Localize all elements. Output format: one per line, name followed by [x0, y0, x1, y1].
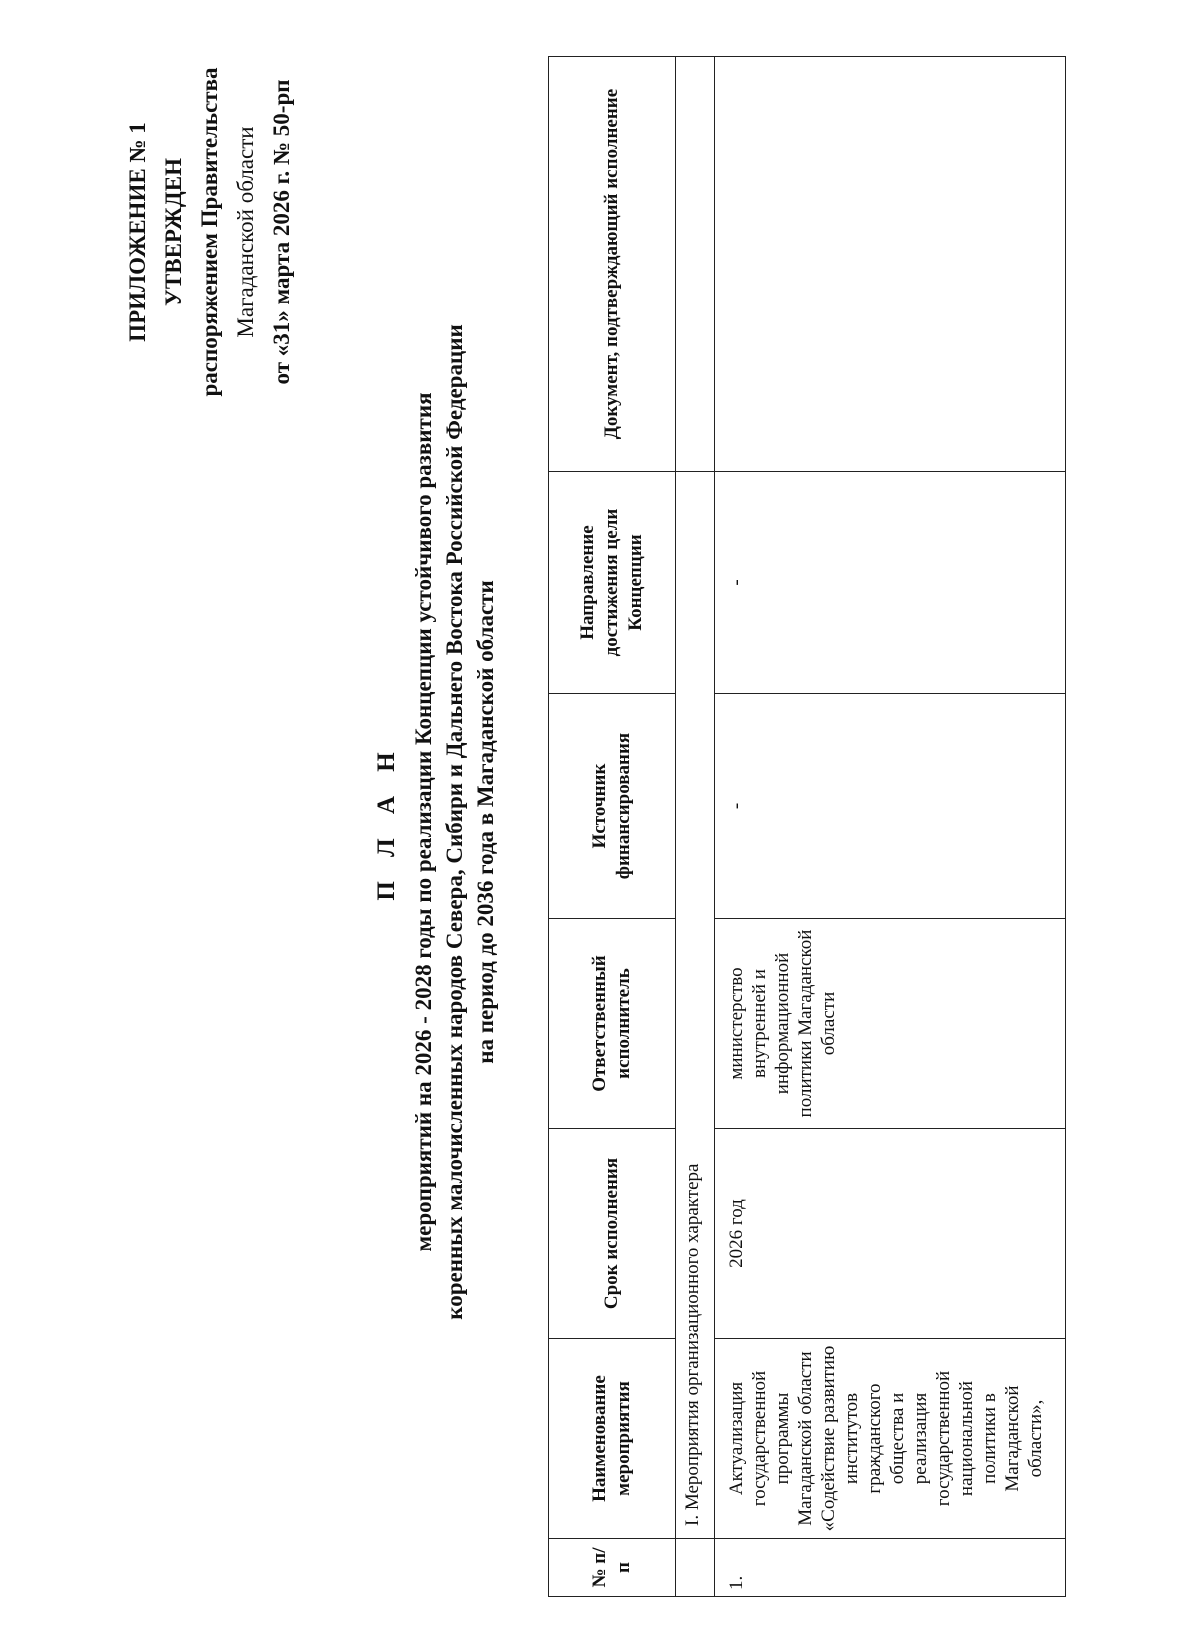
- header-document: Документ, подтверждающий исполнение: [549, 57, 676, 472]
- approval-date: от «31» марта 2026 г. № 50-рп: [269, 79, 294, 385]
- section-row: [676, 57, 715, 1597]
- row-executor: министерство внутренней и информационной политики Магаданской области: [715, 919, 1066, 1129]
- plan-subtitle-line-1: мероприятий на 2026 - 2028 годы по реализации Концепции устойчивого развития: [411, 392, 436, 1252]
- row-number: 1.: [715, 1539, 1066, 1597]
- appendix-number: ПРИЛОЖЕНИЕ № 1: [125, 122, 150, 342]
- plan-table: [548, 56, 1066, 1597]
- plan-heading: [370, 222, 501, 1422]
- plan-title: П Л А Н: [373, 743, 400, 901]
- section-spacer-end: [676, 57, 715, 472]
- approved-label: УТВЕРЖДЕН: [161, 158, 186, 306]
- section-title: I. Мероприятия организационного характера: [676, 472, 715, 1539]
- plan-subtitle-line-3: на период до 2036 года в Магаданской области: [473, 580, 498, 1064]
- table-row: [715, 57, 1066, 1597]
- table-header-row: [549, 57, 676, 1597]
- row-document: [715, 57, 1066, 472]
- approved-by: распоряжением Правительства: [197, 67, 222, 397]
- row-name: Актуализация государственной программы Магаданской области «Содействие развитию институтов гражданского общества и реализация государственной национальной политики в Магаданской области»,: [715, 1339, 1066, 1539]
- header-number: № п/п: [549, 1539, 676, 1597]
- plan-subtitle-line-2: коренных малочисленных народов Севера, Сибири и Дальнего Востока Российской Федерации: [442, 324, 467, 1320]
- header-name: Наименование мероприятия: [549, 1339, 676, 1539]
- row-term: 2026 год: [715, 1129, 1066, 1339]
- approval-stamp: [120, 22, 300, 442]
- row-funding: -: [715, 694, 1066, 919]
- approved-by-region: Магаданской области: [233, 126, 258, 338]
- section-spacer: [676, 1539, 715, 1597]
- header-executor: Ответственный исполнитель: [549, 919, 676, 1129]
- header-term: Срок исполнения: [549, 1129, 676, 1339]
- header-funding: Источник финансирования: [549, 694, 676, 919]
- header-direction: Направление достижения цели Концепции: [549, 472, 676, 694]
- row-direction: -: [715, 472, 1066, 694]
